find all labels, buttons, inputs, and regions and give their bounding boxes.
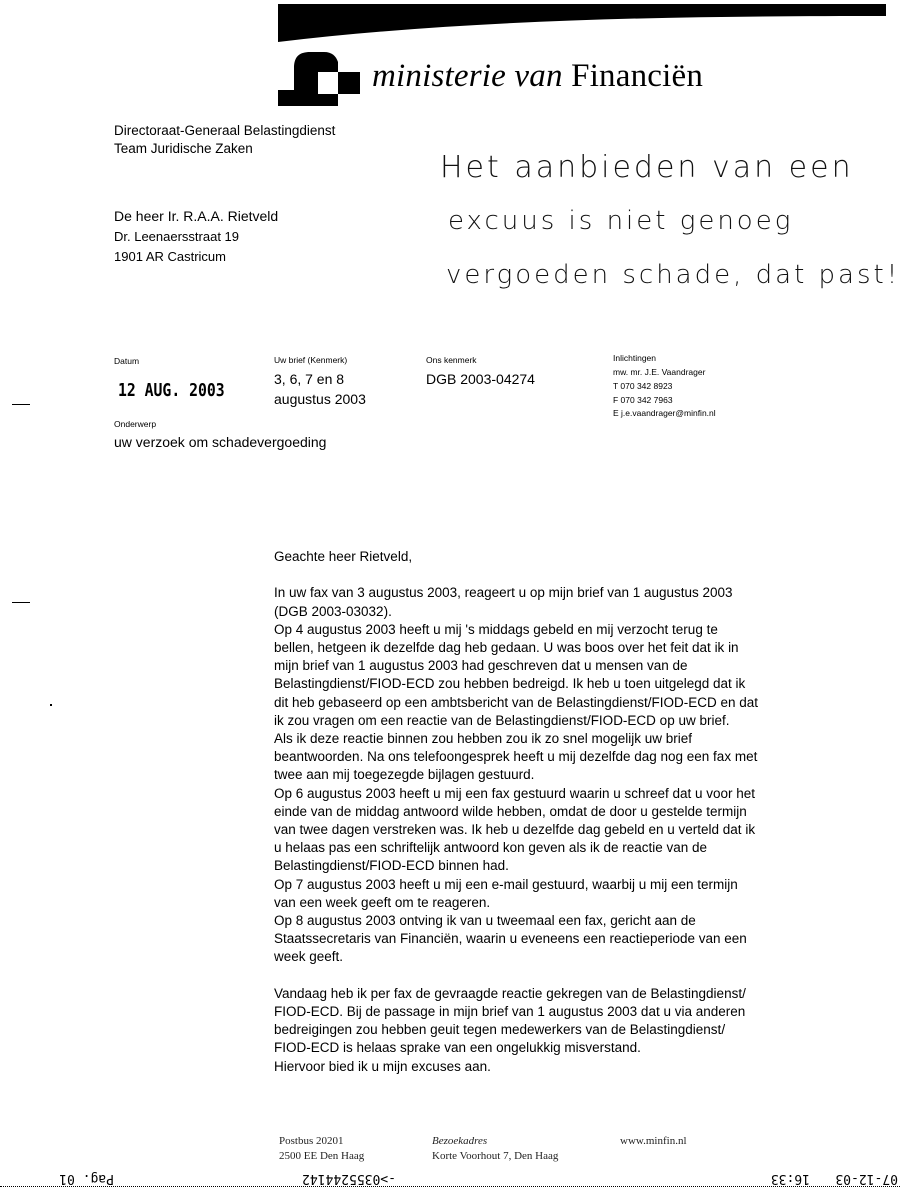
body-line: van een week geeft om te reageren. (274, 894, 491, 910)
your-letter-label: Uw brief (Kenmerk) (274, 355, 348, 365)
letterhead-banner (278, 4, 886, 44)
fax-number: ->0355244142 (302, 1171, 396, 1186)
body-line: van twee dagen verstreken was. Ik heb u dezelfde dag gebeld en u verteld dat ik (274, 822, 756, 838)
fold-mark (12, 602, 30, 603)
body-line: twee aan mij toegezegde bijlagen gestuurd. (274, 767, 535, 783)
body-line: bellen, hetgeen ik dezelfde dag heb gedaan. U was boos over het feit dat ik in (274, 640, 739, 655)
ministry-wordmark (372, 56, 703, 96)
our-ref-label: Ons kenmerk (426, 355, 477, 365)
body-line: In uw fax van 3 augustus 2003, reageert u op mijn brief van 1 augustus 2003 (274, 585, 733, 601)
info-fax: F 070 342 7963 (613, 395, 673, 405)
your-letter-line2: augustus 2003 (274, 391, 366, 407)
body-line: Hiervoor bied ik u mijn excuses aan. (274, 1058, 491, 1074)
handwritten-note-line1: Het aanbieden van een (440, 150, 854, 185)
info-label: Inlichtingen (613, 353, 657, 363)
fold-mark (12, 404, 30, 405)
body-line: beantwoorden. Na ons telefoongesprek heeft u mij dezelfde dag nog een fax met (274, 749, 758, 765)
info-phone: T 070 342 8923 (613, 381, 673, 391)
fax-transmission-header (0, 1168, 900, 1188)
fax-time: 16:33 (770, 1171, 810, 1186)
recipient-name: De heer Ir. R.A.A. Rietveld (114, 208, 279, 224)
fax-dotted-rule (0, 1186, 900, 1187)
subject-label: Onderwerp (114, 419, 157, 429)
footer-postal-line2: 2500 EE Den Haag (279, 1150, 365, 1162)
body-line: FIOD-ECD. Bij de passage in mijn brief van 1 augustus 2003 dat u via anderen (274, 1004, 746, 1020)
paragraph-2 (274, 985, 804, 1076)
date-stamp: 12 AUG. 2003 (118, 380, 225, 401)
wordmark-italic: ministerie van (372, 58, 563, 94)
body-line: week geeft. (274, 949, 344, 965)
your-letter-line1: 3, 6, 7 en 8 (274, 371, 345, 387)
letter-body (274, 548, 804, 1076)
scan-speck (50, 704, 52, 706)
recipient-street: Dr. Leenaersstraat 19 (114, 229, 240, 244)
footer-postal-line1: Postbus 20201 (279, 1135, 344, 1147)
body-line: (DGB 2003-03032). (274, 603, 392, 619)
footer-visit-label: Bezoekadres (432, 1135, 488, 1147)
our-ref-value: DGB 2003-04274 (426, 371, 535, 387)
body-line: einde van de middag antwoord wilde hebben, omdat de door u gestelde termijn (274, 803, 747, 819)
info-name: mw. mr. J.E. Vaandrager (613, 367, 706, 377)
sender-team: Team Juridische Zaken (114, 141, 253, 156)
subject-value: uw verzoek om schadevergoeding (114, 434, 327, 450)
paragraph-1 (274, 584, 804, 966)
handwritten-note-line3: vergoeden schade, dat past! (446, 260, 900, 290)
body-line: bedreigingen zou hebben geuit tegen medewerkers van de Belastingdienst/ (274, 1022, 726, 1038)
body-line: Als ik deze reactie binnen zou hebben zou ik zo snel mogelijk uw brief (274, 731, 692, 747)
date-label: Datum (114, 356, 140, 366)
body-line: Op 8 augustus 2003 ontving ik van u tweemaal een fax, gericht aan de (274, 913, 696, 929)
body-line: dit heb gebaseerd op een ambtsbericht van de Belastingdienst/FIOD-ECD en dat (274, 694, 759, 710)
body-line: ik zou vragen om een reactie van de Belastingdienst/FIOD-ECD op uw brief. (274, 712, 730, 728)
recipient-city: 1901 AR Castricum (114, 249, 226, 264)
body-line: Belastingdienst/FIOD-ECD binnen had. (274, 858, 509, 874)
body-line: Op 7 augustus 2003 heeft u mij een e-mail gestuurd, waarbij u mij een termijn (274, 876, 738, 892)
wordmark-roman: Financiën (571, 58, 704, 94)
body-line: mijn brief van 1 augustus 2003 had geschreven dat u mensen van de (274, 658, 688, 674)
fax-page: Pag. 01 (59, 1171, 114, 1186)
body-line: Op 6 augustus 2003 heeft u mij een fax gestuurd waarin u schreef dat u voor het (274, 785, 756, 801)
footer-visit-address: Korte Voorhout 7, Den Haag (432, 1150, 559, 1162)
salutation: Geachte heer Rietveld, (274, 549, 413, 564)
body-line: Belastingdienst/FIOD-ECD zou hebben bedreigd. Ik heb u toen uitgelegd dat ik (274, 676, 746, 692)
body-line: u helaas pas een schriftelijk antwoord kon geven als ik de reactie van de (274, 840, 708, 856)
handwritten-note-line2: excuus is niet genoeg (448, 206, 794, 236)
ministry-logo-icon (278, 50, 360, 106)
footer-website: www.minfin.nl (620, 1135, 687, 1147)
sender-department: Directoraat-Generaal Belastingdienst (114, 123, 336, 138)
fax-date: 07-12-03 (835, 1171, 898, 1186)
info-email: E j.e.vaandrager@minfin.nl (613, 408, 716, 418)
body-line: FIOD-ECD is helaas sprake van een ongelukkig misverstand. (274, 1040, 641, 1056)
body-line: Op 4 augustus 2003 heeft u mij 's middags gebeld en mij verzocht terug te (274, 621, 718, 637)
body-line: Staatssecretaris van Financiën, waarin u eveneens een reactieperiode van een (274, 931, 747, 947)
body-line: Vandaag heb ik per fax de gevraagde reactie gekregen van de Belastingdienst/ (274, 985, 746, 1001)
